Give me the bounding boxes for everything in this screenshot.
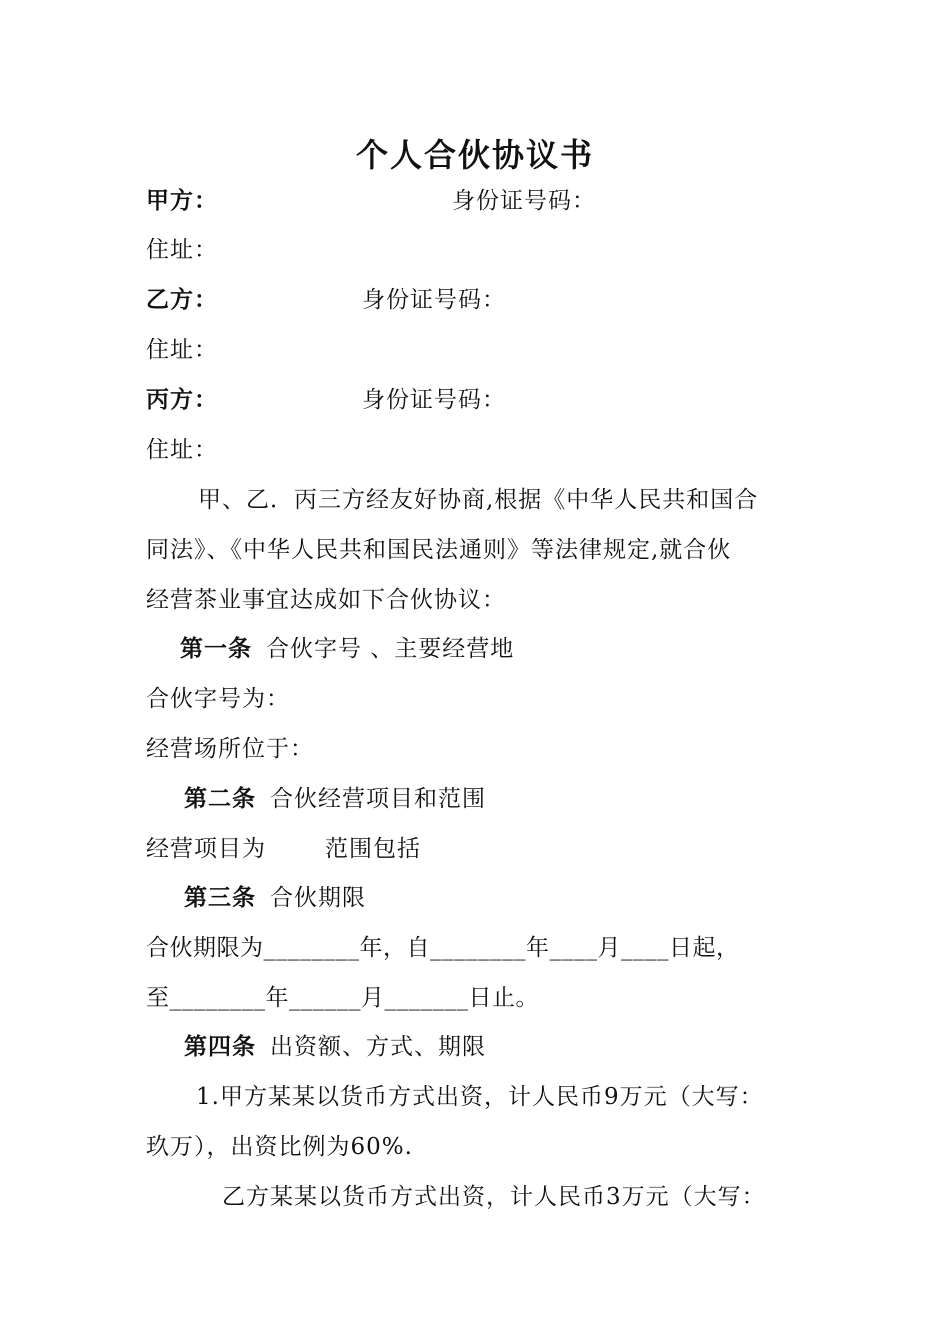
article-2-line-1b: 范围包括 — [325, 836, 421, 862]
document-title: 个人合伙协议书 — [355, 136, 594, 174]
party-b-label: 乙方： — [146, 287, 218, 313]
article-4-item-1-line-2: 玖万），出资比例为60%. — [146, 1134, 413, 1160]
article-1-number: 第一条 — [180, 636, 252, 662]
party-c-label: 丙方： — [146, 387, 218, 413]
article-4-number: 第四条 — [184, 1034, 256, 1060]
article-3-title: 合伙期限 — [270, 885, 366, 911]
party-c-id-label: 身份证号码： — [362, 387, 506, 413]
party-b-id-label: 身份证号码： — [362, 287, 506, 313]
article-3-number: 第三条 — [184, 885, 256, 911]
article-4-item-2-line-1: 乙方某某以货币方式出资，计人民币3万元（大写： — [222, 1184, 766, 1210]
party-a-address-label: 住址： — [146, 237, 218, 263]
article-1-title: 合伙字号 、主要经营地 — [266, 636, 515, 662]
article-1-line-2: 经营场所位于： — [146, 736, 314, 762]
preamble-line-3: 经营茶业事宜达成如下合伙协议： — [146, 587, 506, 613]
article-2-number: 第二条 — [184, 786, 256, 812]
article-3-line-2: 至________年______月_______日止。 — [146, 985, 539, 1011]
article-2-title: 合伙经营项目和范围 — [270, 786, 486, 812]
party-b-address-label: 住址： — [146, 337, 218, 363]
article-4-heading — [184, 1032, 486, 1062]
article-1-heading — [180, 634, 514, 664]
party-a-label: 甲方： — [146, 188, 218, 214]
article-2-heading — [184, 784, 486, 814]
article-4-item-1-line-1: 1.甲方某某以货币方式出资，计人民币9万元（大写： — [196, 1084, 764, 1110]
party-a-id-label: 身份证号码： — [452, 188, 596, 214]
preamble-line-1: 甲、乙．丙三方经友好协商,根据《中华人民共和国合 — [198, 487, 759, 513]
article-4-title: 出资额、方式、期限 — [270, 1034, 486, 1060]
article-1-line-1: 合伙字号为： — [146, 686, 290, 712]
article-3-heading — [184, 883, 366, 913]
article-3-line-1: 合伙期限为________年，自________年____月____日起， — [146, 935, 740, 961]
preamble-line-2: 同法》、《中华人民共和国民法通则》等法律规定,就合伙 — [146, 537, 732, 563]
article-2-line-1a: 经营项目为 — [146, 836, 266, 862]
party-c-address-label: 住址： — [146, 437, 218, 463]
